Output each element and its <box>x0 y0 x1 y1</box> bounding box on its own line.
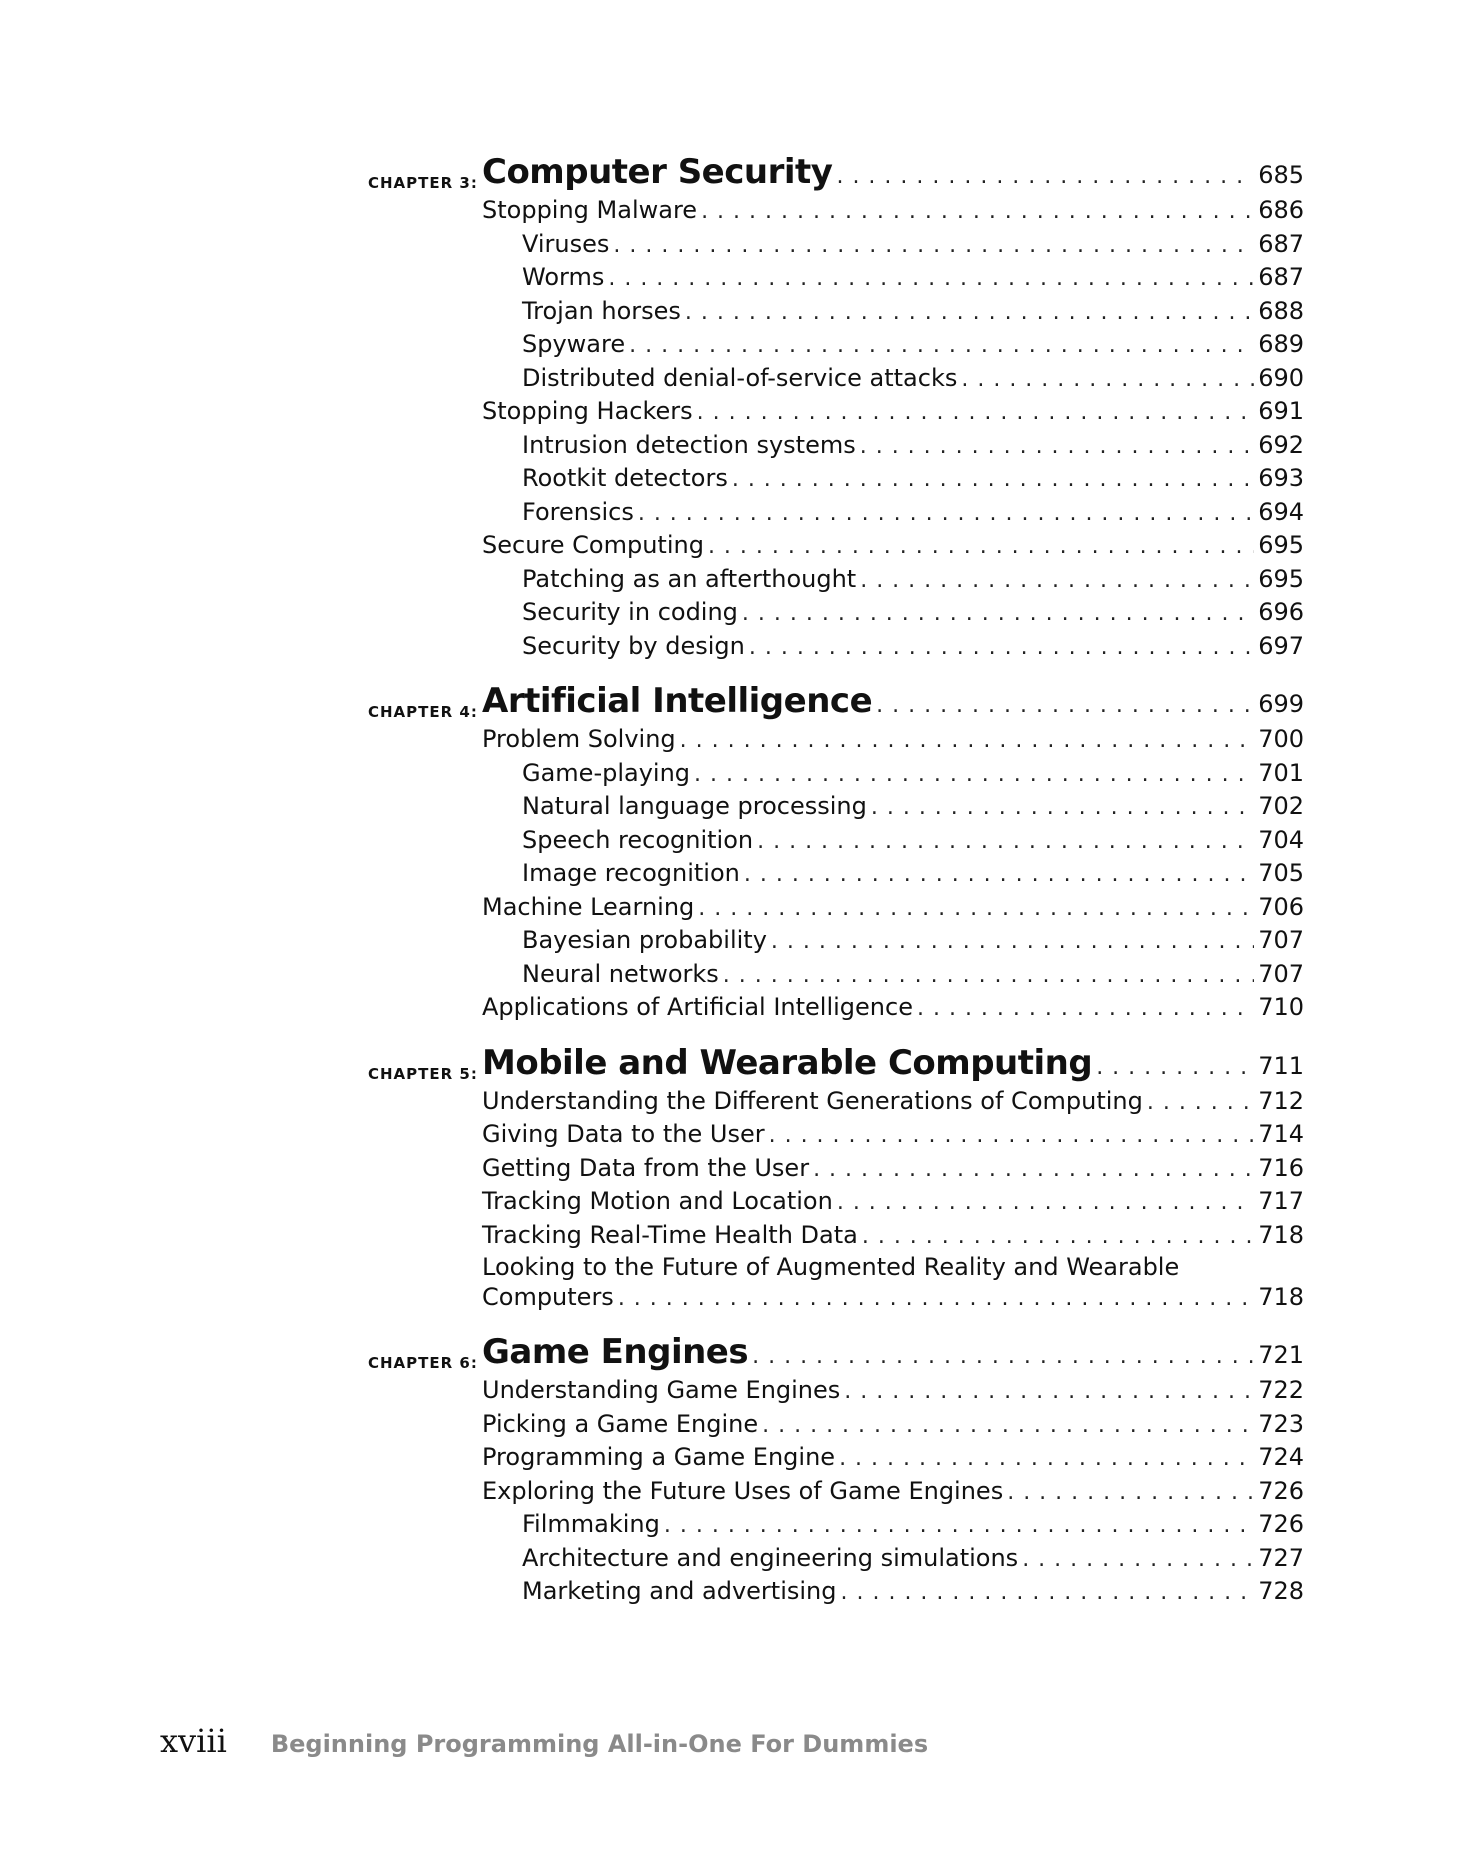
entry-page-number: 716 <box>1258 1153 1304 1182</box>
toc-subsection-entry[interactable] <box>522 857 1304 891</box>
entry-page-number: 687 <box>1258 229 1304 258</box>
dot-leader <box>708 530 1254 564</box>
entry-text: Distributed denial-of-service attacks <box>522 363 958 392</box>
dot-leader <box>694 758 1254 792</box>
chapter-page-number: 721 <box>1258 1341 1304 1369</box>
chapter-page-number: 685 <box>1258 161 1304 189</box>
entry-text: Tracking Real-Time Health Data <box>482 1220 858 1249</box>
entry-page-number: 707 <box>1258 959 1304 988</box>
chapter-title: Artificial Intelligence <box>482 681 873 721</box>
entry-text: Security in coding <box>522 598 738 626</box>
toc-subsection-entry[interactable] <box>522 1575 1304 1609</box>
chapter-title-line[interactable] <box>482 679 1304 723</box>
entry-text: Machine Learning <box>482 892 695 921</box>
dot-leader <box>701 195 1254 229</box>
entry-text: Tracking Motion and Location <box>482 1187 833 1215</box>
dot-leader <box>680 724 1255 758</box>
dot-leader <box>860 564 1254 598</box>
dot-leader <box>860 430 1254 464</box>
dot-leader <box>629 329 1254 363</box>
entry-text: Understanding the Different Generations of Computing <box>482 1086 1143 1115</box>
entry-page-number: 724 <box>1258 1443 1304 1471</box>
dot-leader <box>762 1409 1254 1443</box>
chapter-title: Game Engines <box>482 1332 749 1372</box>
toc-section-entry[interactable] <box>482 194 1304 228</box>
toc-subsection-entry[interactable] <box>522 228 1304 262</box>
entry-text: Problem Solving <box>482 725 676 753</box>
dot-leader <box>871 791 1254 825</box>
entry-page-number: 691 <box>1258 397 1304 425</box>
entry-page-number: 714 <box>1258 1120 1304 1148</box>
dot-leader <box>771 925 1254 959</box>
entry-page-number: 705 <box>1258 859 1304 887</box>
chapter-title: Computer Security <box>482 152 833 192</box>
entry-text: Game-playing <box>522 758 691 787</box>
entry-text: Image recognition <box>522 859 740 887</box>
entry-text: Programming a Game Engine <box>482 1443 836 1471</box>
chapter-section <box>0 679 1475 1025</box>
toc-subsection-entry[interactable] <box>522 824 1304 858</box>
entry-text-continued: Computers <box>482 1283 614 1311</box>
chapter-title-line[interactable] <box>482 1330 1304 1374</box>
entry-text: Giving Data to the User <box>482 1120 765 1148</box>
dot-leader <box>757 825 1254 859</box>
entry-page-number: 728 <box>1258 1577 1304 1605</box>
entry-page-number: 686 <box>1258 196 1304 224</box>
toc-section-entry[interactable] <box>482 1085 1304 1119</box>
entry-text: Picking a Game Engine <box>482 1409 759 1438</box>
dot-leader <box>1022 1543 1254 1577</box>
entry-page-number: 717 <box>1258 1187 1304 1215</box>
entry-text: Viruses <box>522 229 610 258</box>
toc-subsection-entry[interactable] <box>522 757 1304 791</box>
dot-leader <box>836 164 1254 189</box>
entry-page-number: 696 <box>1258 598 1304 626</box>
entry-text: Spyware <box>522 330 626 358</box>
entry-text: Understanding Game Engines <box>482 1376 841 1404</box>
entry-page-number: 689 <box>1258 330 1304 358</box>
dot-leader <box>613 229 1254 263</box>
dot-leader <box>1096 1055 1254 1080</box>
entry-text: Marketing and advertising <box>522 1577 837 1605</box>
toc-section-entry[interactable] <box>482 891 1304 925</box>
table-of-contents <box>0 150 1475 1625</box>
dot-leader <box>618 1284 1254 1314</box>
toc-subsection-entry[interactable] <box>522 496 1304 530</box>
chapter-section <box>0 150 1475 663</box>
entry-page-number: 722 <box>1258 1376 1304 1404</box>
entry-page-number: 712 <box>1258 1086 1304 1115</box>
dot-leader <box>608 262 1254 296</box>
dot-leader <box>742 597 1254 631</box>
toc-section-entry[interactable] <box>482 1408 1304 1442</box>
dot-leader <box>813 1153 1254 1187</box>
entry-page-number: 704 <box>1258 825 1304 854</box>
entry-text: Rootkit detectors <box>522 464 728 492</box>
entry-page-number: 688 <box>1258 296 1304 325</box>
dot-leader <box>723 959 1254 993</box>
chapter-title-line[interactable] <box>482 1041 1304 1085</box>
toc-section-entry[interactable] <box>482 529 1304 563</box>
dot-leader <box>839 1442 1254 1476</box>
entry-text: Exploring the Future Uses of Game Engines <box>482 1476 1004 1505</box>
entry-page-number: 692 <box>1258 430 1304 459</box>
entry-page-number: 701 <box>1258 758 1304 787</box>
entry-text: Worms <box>522 263 605 291</box>
toc-section-entry[interactable] <box>482 1475 1304 1509</box>
dot-leader <box>749 631 1254 665</box>
toc-subsection-entry[interactable] <box>522 429 1304 463</box>
toc-section-entry[interactable] <box>482 1118 1304 1152</box>
toc-subsection-entry[interactable] <box>522 924 1304 958</box>
entry-text: Natural language processing <box>522 792 867 820</box>
entry-page-number: 710 <box>1258 993 1304 1021</box>
chapter-label: CHAPTER 6: <box>368 1354 478 1372</box>
dot-leader <box>769 1119 1255 1153</box>
toc-section-entry[interactable] <box>482 1152 1304 1186</box>
entry-continuation-line <box>482 1282 1304 1314</box>
dot-leader <box>844 1375 1254 1409</box>
toc-section-entry[interactable] <box>482 991 1304 1025</box>
dot-leader <box>917 992 1254 1026</box>
toc-section-entry[interactable] <box>482 1185 1304 1219</box>
entry-page-number: 700 <box>1258 725 1304 753</box>
entry-text: Speech recognition <box>522 825 754 854</box>
entry-page-number: 695 <box>1258 564 1304 593</box>
dot-leader <box>1007 1476 1254 1510</box>
toc-subsection-entry[interactable] <box>522 630 1304 664</box>
page-footer <box>160 1722 928 1760</box>
entry-text: Trojan horses <box>522 296 681 325</box>
dot-leader <box>1147 1086 1254 1120</box>
entry-page-number: 726 <box>1258 1510 1304 1538</box>
toc-section-entry[interactable] <box>482 1219 1304 1253</box>
chapter-title-line[interactable] <box>482 150 1304 194</box>
entry-page-number: 694 <box>1258 497 1304 526</box>
entry-page-number: 727 <box>1258 1543 1304 1572</box>
dot-leader <box>698 892 1254 926</box>
entry-text: Stopping Malware <box>482 196 698 224</box>
dot-leader <box>862 1220 1254 1254</box>
chapter-section <box>0 1330 1475 1609</box>
entry-text: Applications of Artificial Intelligence <box>482 993 913 1021</box>
entry-page-number: 702 <box>1258 792 1304 820</box>
toc-subsection-entry[interactable] <box>522 328 1304 362</box>
entry-page-number: 723 <box>1258 1409 1304 1438</box>
toc-section-entry[interactable] <box>482 1374 1304 1408</box>
entry-page-number: 693 <box>1258 464 1304 492</box>
entry-text: Intrusion detection systems <box>522 430 856 459</box>
toc-section-entry[interactable] <box>482 1252 1304 1314</box>
toc-subsection-entry[interactable] <box>522 958 1304 992</box>
toc-subsection-entry[interactable] <box>522 295 1304 329</box>
entry-text: Filmmaking <box>522 1510 660 1538</box>
toc-subsection-entry[interactable] <box>522 790 1304 824</box>
toc-subsection-entry[interactable] <box>522 1542 1304 1576</box>
entry-text: Security by design <box>522 631 745 660</box>
dot-leader <box>752 1344 1254 1369</box>
chapter-label: CHAPTER 3: <box>368 174 478 192</box>
book-title: Beginning Programming All-in-One For Dummies <box>270 1730 929 1758</box>
chapter-section <box>0 1041 1475 1315</box>
toc-subsection-entry[interactable] <box>522 462 1304 496</box>
entry-text: Stopping Hackers <box>482 397 693 425</box>
dot-leader <box>732 463 1254 497</box>
toc-subsection-entry[interactable] <box>522 261 1304 295</box>
toc-subsection-entry[interactable] <box>522 563 1304 597</box>
entry-text: Patching as an afterthought <box>522 564 857 593</box>
dot-leader <box>685 296 1254 330</box>
dot-leader <box>697 396 1255 430</box>
dot-leader <box>876 693 1254 718</box>
entry-page-number: 707 <box>1258 926 1304 954</box>
dot-leader <box>961 363 1254 397</box>
dot-leader <box>744 858 1254 892</box>
chapter-page-number: 699 <box>1258 690 1304 718</box>
entry-page-number: 697 <box>1258 631 1304 660</box>
toc-section-entry[interactable] <box>482 395 1304 429</box>
toc-subsection-entry[interactable] <box>522 596 1304 630</box>
toc-section-entry[interactable] <box>482 1441 1304 1475</box>
entry-page-number: 718 <box>1258 1283 1304 1311</box>
dot-leader <box>638 497 1254 531</box>
entry-text: Looking to the Future of Augmented Reality and Wearable <box>482 1253 1180 1281</box>
entry-text: Neural networks <box>522 959 719 988</box>
page-number: xviii <box>160 1722 227 1760</box>
dot-leader <box>837 1186 1254 1220</box>
chapter-label: CHAPTER 4: <box>368 703 478 721</box>
entry-text: Secure Computing <box>482 531 704 559</box>
entry-page-number: 695 <box>1258 531 1304 559</box>
entry-page-number: 690 <box>1258 363 1304 392</box>
entry-page-number: 718 <box>1258 1220 1304 1249</box>
toc-subsection-entry[interactable] <box>522 1508 1304 1542</box>
entry-text: Bayesian probability <box>522 926 767 954</box>
toc-subsection-entry[interactable] <box>522 362 1304 396</box>
toc-section-entry[interactable] <box>482 723 1304 757</box>
entry-text: Architecture and engineering simulations <box>522 1543 1019 1572</box>
chapter-title: Mobile and Wearable Computing <box>482 1042 1093 1083</box>
dot-leader <box>664 1509 1254 1543</box>
dot-leader <box>841 1576 1255 1610</box>
entry-page-number: 706 <box>1258 892 1304 921</box>
entry-text: Getting Data from the User <box>482 1153 810 1182</box>
entry-text: Forensics <box>522 497 634 526</box>
entry-page-number: 726 <box>1258 1476 1304 1505</box>
entry-page-number: 687 <box>1258 263 1304 291</box>
chapter-page-number: 711 <box>1258 1051 1304 1080</box>
chapter-label: CHAPTER 5: <box>368 1064 478 1083</box>
